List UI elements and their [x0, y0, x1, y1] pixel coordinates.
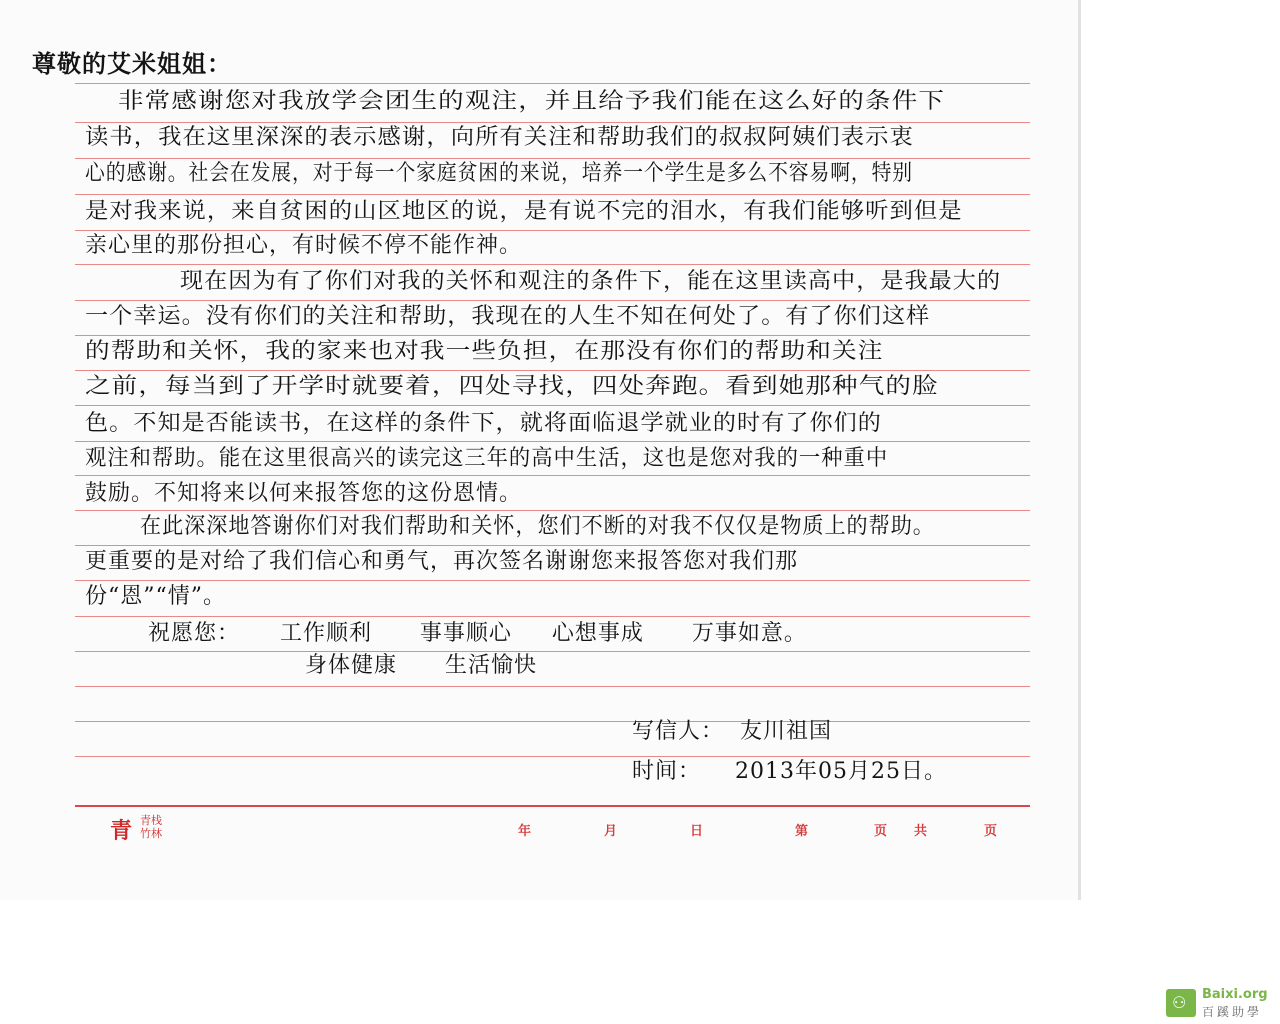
letter-line: 色。不知是否能读书，在这样的条件下，就将面临退学就业的时有了你们的: [85, 411, 882, 436]
letter-line: 更重要的是对给了我们信心和勇气，再次签名谢谢您来报答您对我们那: [85, 549, 799, 574]
paper-edge: [1078, 0, 1081, 900]
rule-line: [75, 441, 1030, 442]
watermark-name: 百蹊助學: [1202, 1005, 1263, 1019]
signature-name: 友川祖国: [740, 719, 833, 744]
footer-day: 日: [690, 824, 704, 839]
footer-rule: [75, 805, 1030, 807]
letter-line: 读书，我在这里深深的表示感谢，向所有关注和帮助我们的叔叔阿姨们表示衷: [85, 125, 914, 150]
people-icon: ⚇: [1166, 989, 1196, 1017]
letter-line: 现在因为有了你们对我的关怀和观注的条件下，能在这里读高中，是我最大的: [180, 269, 1002, 294]
closing-wishes: 身体健康 生活愉快: [305, 653, 537, 678]
footer-total: 共: [914, 824, 928, 839]
salutation: 尊敬的艾米姐姐：: [32, 49, 232, 78]
closing-wishes: 祝愿您： 工作顺利 事事顺心 心想事成 万事如意。: [148, 621, 807, 646]
rule-line: [75, 616, 1030, 617]
letter-line: 是对我来说，来自贫困的山区地区的说，是有说不完的泪水，有我们能够听到但是: [85, 199, 963, 224]
rule-line: [75, 83, 1030, 84]
letter-line: 份“恩”“情”。: [85, 584, 226, 609]
letter-line: 一个幸运。没有你们的关注和帮助，我现在的人生不知在何处了。有了你们这样: [85, 304, 931, 329]
rule-line: [75, 335, 1030, 336]
letter-line: 亲心里的那份担心，有时候不停不能作神。: [85, 233, 523, 258]
paper-logo: [110, 812, 190, 842]
rule-line: [75, 756, 1030, 757]
footer-page-no: 第: [795, 824, 809, 839]
rule-line: [75, 510, 1030, 511]
rule-line: [75, 122, 1030, 123]
letter-line: 在此深深地答谢你们对我们帮助和关怀，您们不断的对我不仅仅是物质上的帮助。: [140, 514, 935, 539]
date-value: 2013年05月25日。: [735, 759, 947, 784]
watermark: [1166, 985, 1276, 1021]
letter-line: 鼓励。不知将来以何来报答您的这份恩情。: [85, 481, 523, 506]
footer-page-2: 页: [984, 824, 998, 839]
date-label: 时间：: [632, 759, 702, 784]
footer-page: 页: [874, 824, 888, 839]
letter-line: 之前，每当到了开学时就要着，四处寻找，四处奔跑。看到她那种气的脸: [85, 374, 939, 399]
rule-line: [75, 651, 1030, 652]
rule-line: [75, 475, 1030, 476]
letter-line: 非常感谢您对我放学会团生的观注，并且给予我们能在这么好的条件下: [118, 89, 946, 114]
rule-line: [75, 405, 1030, 406]
letter-line: 的帮助和关怀，我的家来也对我一些负担，在那没有你们的帮助和关注: [85, 339, 884, 364]
logo-sub-line2: 竹林: [140, 827, 162, 840]
letter-line: 观注和帮助。能在这里很高兴的读完这三年的高中生活，这也是您对我的一种重中: [85, 446, 889, 471]
rule-line: [75, 300, 1030, 301]
rule-line: [75, 370, 1030, 371]
rule-line: [75, 230, 1030, 231]
rule-line: [75, 194, 1030, 195]
watermark-url: Baixi.org: [1202, 987, 1268, 1002]
signature-label: 写信人：: [632, 719, 725, 744]
logo-main-char: 青: [110, 818, 133, 844]
logo-sub-line1: 青栈: [140, 814, 162, 827]
rule-line: [75, 545, 1030, 546]
rule-line: [75, 264, 1030, 265]
rule-line: [75, 686, 1030, 687]
rule-line: [75, 721, 1030, 722]
rule-line: [75, 580, 1030, 581]
footer-month: 月: [604, 824, 618, 839]
footer-year: 年: [518, 824, 532, 839]
letter-line: 心的感谢。社会在发展，对于每一个家庭贫困的来说，培养一个学生是多么不容易啊，特别: [85, 161, 914, 186]
rule-line: [75, 158, 1030, 159]
